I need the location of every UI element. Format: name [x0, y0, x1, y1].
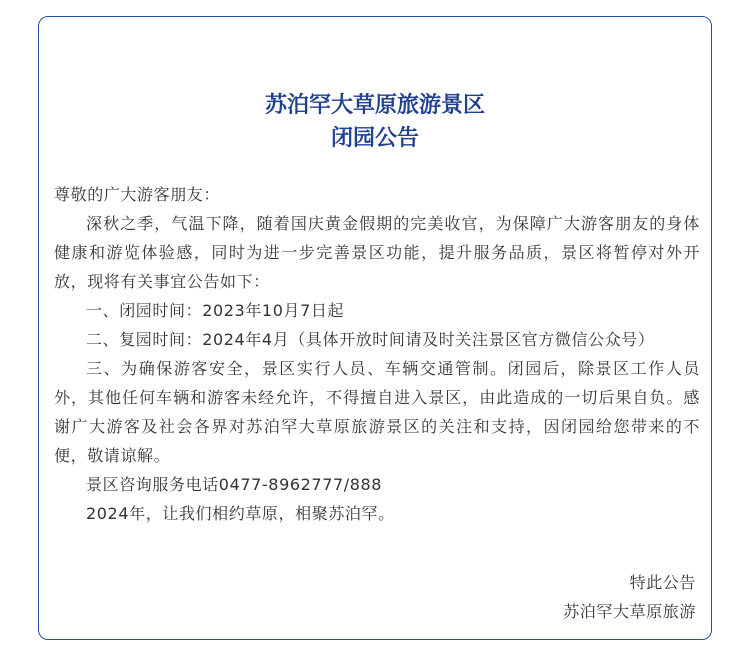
reopening-time-item: 二、复园时间：2024年4月（具体开放时间请及时关注景区官方微信公众号） — [86, 330, 655, 349]
closing-time-item: 一、闭园时间：2023年10月7日起 — [86, 301, 345, 320]
notice-title — [39, 89, 711, 155]
invitation-line: 2024年，让我们相约草原，相聚苏泊罕。 — [86, 504, 395, 523]
safety-notice-item: 三、为确保游客安全，景区实行人员、车辆交通管制。闭园后，除景区工作人员外，其他任何车辆和游客未经允许，不得擅自进入景区，由此造成的一切后果自负。感谢广大游客及社会各界对苏泊罕大草原旅游景区的关注和支持，因闭园给您带来的不便，敬请谅解。 — [54, 359, 700, 465]
service-phone: 景区咨询服务电话0477-8962777/888 — [86, 475, 383, 494]
title-line-2: 闭园公告 — [330, 125, 419, 151]
title-line-1: 苏泊罕大草原旅游景区 — [264, 92, 485, 118]
closing-phrase: 特此公告 — [629, 573, 696, 592]
signature-block — [563, 568, 696, 626]
notice-body — [54, 180, 700, 528]
notice-frame — [38, 16, 712, 640]
signature-name: 苏泊罕大草原旅游 — [563, 602, 696, 621]
greeting: 尊敬的广大游客朋友： — [54, 185, 221, 204]
intro-paragraph: 深秋之季，气温下降，随着国庆黄金假期的完美收官，为保障广大游客朋友的身体健康和游览体验感，同时为进一步完善景区功能，提升服务品质，景区将暂停对外开放，现将有关事宜公告如下： — [54, 214, 700, 291]
